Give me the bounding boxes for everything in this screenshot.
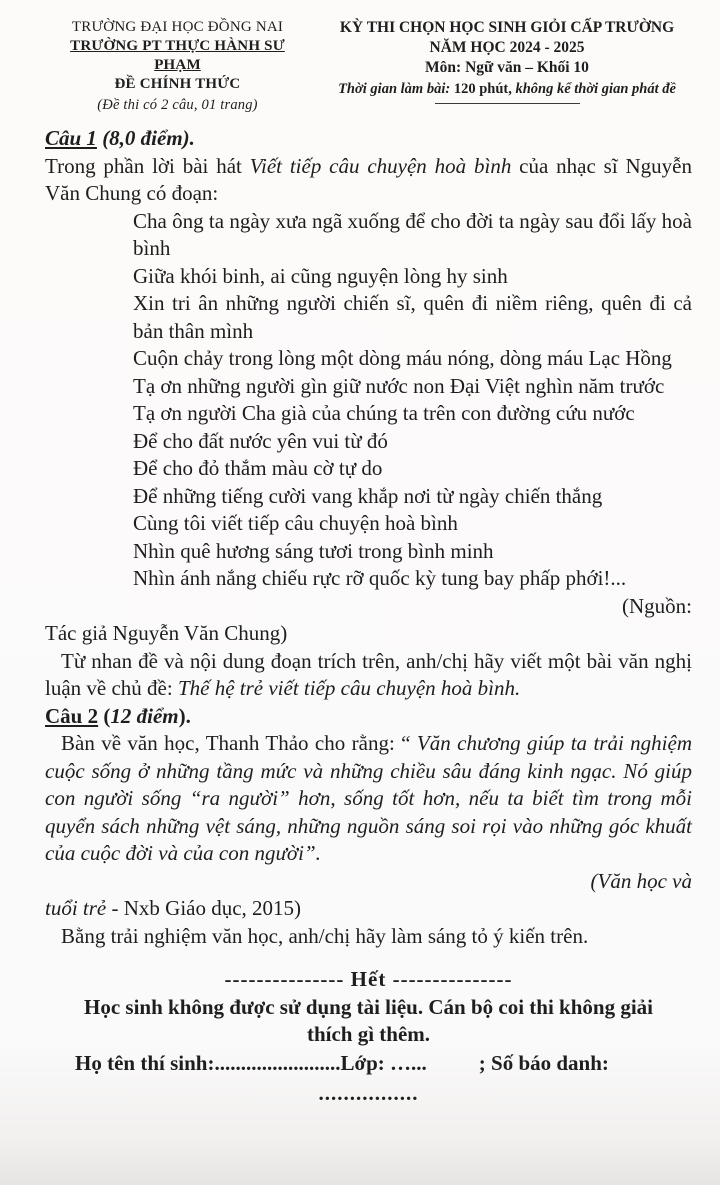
- question-2-task: Bằng trải nghiệm văn học, anh/chị hãy làm sáng tỏ ý kiến trên.: [61, 923, 589, 948]
- school-name: TRƯỜNG PT THỰC HÀNH SƯ PHẠM: [70, 38, 285, 73]
- quote-source-title: tuổi trẻ: [45, 896, 107, 920]
- official-exam-label: ĐỀ CHÍNH THỨC: [114, 76, 241, 92]
- end-dashes-right: ---------------: [386, 967, 513, 991]
- quote-prefix: Bàn về văn học, Thanh Thảo cho rằng: “: [61, 731, 417, 755]
- question-1-intro: [45, 153, 692, 208]
- candidate-name-label: Họ tên thí sinh:: [75, 1050, 215, 1075]
- exam-rules-notice: Học sinh không được sử dụng tài liệu. Cán bộ coi thi không giải thích gì thêm.: [84, 994, 653, 1046]
- lyrics-source-line-1: (Nguồn:: [622, 593, 692, 618]
- lyric-line: Nhìn quê hương sáng tươi trong bình minh: [133, 538, 494, 563]
- question-1-label: Câu 1: [45, 126, 97, 150]
- question-2-points-close: ).: [178, 703, 191, 728]
- question-2-points: 12 điểm: [110, 703, 179, 728]
- quote-source-publisher: - Nxb Giáo dục, 2015): [106, 896, 302, 920]
- end-marker-line: [45, 966, 692, 994]
- duration-note: không kể thời gian phát đề: [511, 81, 676, 97]
- question-1-task: [45, 648, 692, 703]
- exam-title: KỲ THI CHỌN HỌC SINH GIỎI CẤP TRƯỜNG: [339, 19, 675, 36]
- song-title: Viết tiếp câu chuyện hoà bình: [249, 153, 512, 178]
- lyric-line: Cuộn chảy trong lòng một dòng máu nóng, dòng máu Lạc Hồng: [133, 346, 672, 370]
- question-1-heading: [45, 125, 692, 153]
- lyric-line: Xin tri ân những người chiến sĩ, quên đi niềm riêng, quên đi cả bản thân mình: [133, 291, 692, 343]
- duration-label: Thời gian làm bài:: [338, 81, 451, 97]
- school-year: NĂM HỌC 2024 - 2025: [429, 39, 585, 56]
- question-1-points: (8,0 điểm).: [96, 126, 195, 150]
- intro-prefix: Trong phần lời bài hát: [45, 153, 250, 178]
- lyric-line: Nhìn ánh nắng chiếu rực rỡ quốc kỳ tung bay phấp phới!...: [133, 566, 627, 590]
- registration-number-label: ; Số báo danh:: [478, 1050, 609, 1075]
- lyric-line: Để những tiếng cười vang khắp nơi từ ngày chiến thắng: [133, 483, 603, 508]
- lyric-line: Tạ ơn những người gìn giữ nước non Đại Việt nghìn năm trước: [133, 373, 665, 398]
- question-2-label: Câu 2: [45, 703, 99, 728]
- essay-topic: Thế hệ trẻ viết tiếp câu chuyện hoà bình.: [177, 676, 521, 700]
- header-divider-rule: [435, 103, 580, 104]
- exam-header: [45, 18, 692, 115]
- song-lyrics-block: [133, 208, 692, 593]
- question-2-heading: [45, 703, 692, 731]
- header-exam-block: [322, 18, 692, 104]
- duration-value: 120 phút,: [450, 81, 512, 97]
- lyrics-source-line-2: Tác giả Nguyễn Văn Chung): [45, 621, 288, 645]
- candidate-fields-line: [45, 1050, 692, 1078]
- lyric-line: Giữa khói binh, ai cũng nguyện lòng hy sinh: [133, 263, 508, 288]
- page-count-note: (Đề thi có 2 câu, 01 trang): [97, 97, 258, 113]
- subject-grade: Môn: Ngữ văn – Khối 10: [425, 59, 589, 76]
- lyric-line: Cùng tôi viết tiếp câu chuyện hoà bình: [133, 511, 458, 535]
- lyric-line: Cha ông ta ngày xưa ngã xuống để cho đời ta ngày sau đổi lấy hoà bình: [133, 208, 692, 260]
- end-dashes-left: ---------------: [224, 967, 351, 991]
- task-prefix: Từ nhan đề và nội dung đoạn trích trên, anh/chị hãy viết một bài văn nghị luận về chủ đề:: [45, 648, 692, 700]
- question-2-quote: [45, 730, 692, 868]
- quote-text: Văn chương giúp ta trải nghiệm cuộc sống ở những tầng mức và những chiều sâu đáng kinh ngạc. Nó giúp con người sống “ra người” hơn, sống tốt hơn, nếu ta biết tìm trong mỗi quyển sách những vệt sáng, những nguồn sáng soi rọi vào những góc khuất của cuộc đời và của con người”.: [45, 731, 693, 865]
- intro-suffix: của nhạc sĩ Nguyễn Văn Chung có đoạn:: [45, 153, 692, 205]
- bottom-dotted-line: ................: [318, 1081, 419, 1105]
- lyric-line: Để cho đất nước yên vui từ đó: [133, 428, 388, 453]
- lyric-line: Tạ ơn người Cha già của chúng ta trên con đường cứu nước: [133, 401, 635, 425]
- quote-source-line-1: (Văn học và: [590, 868, 692, 893]
- exam-content: [45, 125, 692, 1108]
- question-2-points-open: (: [98, 703, 111, 728]
- lyric-line: Để cho đỏ thắm màu cờ tự do: [133, 456, 383, 480]
- university-name: TRƯỜNG ĐẠI HỌC ĐỒNG NAI: [71, 19, 284, 35]
- header-school-block: [45, 18, 310, 115]
- quote-source-line-2: [45, 895, 692, 923]
- candidate-name-dots: ........................: [214, 1050, 341, 1075]
- end-label: Hết: [350, 967, 387, 991]
- duration-line: [322, 79, 692, 99]
- class-label: Lớp: …...: [340, 1050, 427, 1075]
